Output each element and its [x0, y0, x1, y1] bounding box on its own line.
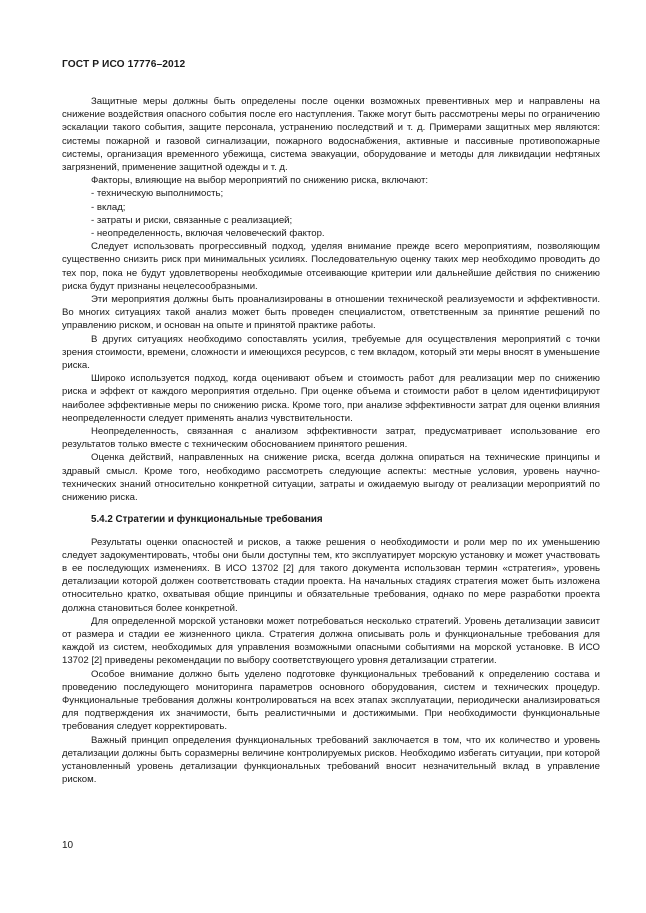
paragraph-other-situations: В других ситуациях необходимо сопоставлять усилия, требуемые для осуществления мероприятий с точки зрения стоимости, времени, сложности и имеющихся ресурсов, с тем вкладом, который эти меры вносят в уменьшение риска. — [62, 333, 600, 372]
section-heading: 5.4.2 Стратегии и функциональные требования — [91, 514, 323, 526]
page-body — [62, 95, 600, 786]
paragraph-functional-requirements: Особое внимание должно быть уделено подготовке функциональных требований к определению состава и проведению последующего мониторинга параметров основного оборудования, систем и технических процедур. Функциональные требования должны контролироваться на всех этапах эксплуатации, периодически анализироваться для подтверждения их значимости, быть реалистичными и достижимыми. При необходимости функциональные требования следует корректировать. — [62, 668, 600, 733]
paragraph-technical-feasibility: Эти мероприятия должны быть проанализированы в отношении технической реализуемости и эффективности. Во многих ситуациях такой анализ может быть проведен специалистом, ответственным за принятие решений по управлению риском, и основан на опыте и принятой практике работы. — [62, 294, 600, 332]
list-item: - затраты и риски, связанные с реализацией; — [91, 214, 293, 226]
paragraph-multiple-strategies: Для определенной морской установки может потребоваться несколько стратегий. Уровень детализации зависит от размера и стадии ее жизненного цикла. Стратегия должна описывать роль и функциональные требования для каждой из систем, необходимых для управления возможными опасными событиями на морской установке. В ИСО 13702 [2] приведены рекомендации по выбору соответствующего уровня детализации стратегии. — [62, 615, 600, 667]
list-item: - неопределенность, включая человеческий фактор. — [91, 228, 325, 240]
paragraph-protective-measures: Защитные меры должны быть определены после оценки возможных превентивных мер и направлены на снижение воздействия опасного события после его наступления. Также могут быть рассмотрены меры по ограничению эскалации такого события, защите персонала, устранению последствий и т. д. Примерами защитных мер являются: системы пожарной и газовой сигнализации, пожарного водоснабжения, активные и пассивные противопожарные системы, организация временного убежища, система эвакуации, оборудование и методы для ликвидации нефтяных загрязнений, применение защитной одежды и т. д. — [62, 96, 600, 174]
paragraph-strategy-results: Результаты оценки опасностей и рисков, а также решения о необходимости и роли мер по их уменьшению следует задокументировать, чтобы они были доступны тем, кто эксплуатирует морскую установку и может участвовать в ее последующих изменениях. В ИСО 13702 [2] для такого документа использован термин «стратегия», уровень детализации которой должен соответствовать стадии проекта. На начальных стадиях стратегия может быть изложена относительно кратко, охватывая общие принципы и обязательные требования, однако по мере разработки проекта должна становиться более конкретной. — [62, 536, 600, 614]
paragraph-key-principle: Важный принцип определения функциональных требований заключается в том, что их количество и уровень детализации должны быть соразмерны величине контролируемых рисков. Необходимо избегать ситуации, при которой установленный уровень детализации функциональных требований вносит незначительный вклад в управление риском. — [62, 734, 600, 786]
page-number: 10 — [62, 840, 74, 851]
paragraph-progressive-approach: Следует использовать прогрессивный подход, уделяя внимание прежде всего мероприятиям, позволяющим существенно снизить риск при минимальных усилиях. Последовательную оценку таких мер необходимо проводить до тех пор, пока не будут удовлетворены необходимые отсеивающие критерии или дальнейшие действия по снижению риска будут признаны нецелесообразными. — [62, 241, 600, 292]
paragraph-uncertainty: Неопределенность, связанная с анализом эффективности затрат, предусматривает использование его результатов только вместе с техническим обоснованием принятого решения. — [62, 426, 600, 451]
paragraph-evaluation: Оценка действий, направленных на снижение риска, всегда должна опираться на технические принципы и здравый смысл. Кроме того, необходимо рассмотреть следующие аспекты: местные условия, уровень научно-технических знаний относительно конкретной ситуации, затраты и ожидаемую выгоду от реализации мероприятий по снижению риска. — [62, 452, 600, 504]
paragraph-cost-approach: Широко используется подход, когда оценивают объем и стоимость работ для реализации мер по снижению риска и эффект от каждого мероприятия отдельно. При оценке объема и стоимости работ в целом идентифицируют наиболее эффективные меры по снижению риска. Кроме того, при анализе эффективности затрат для оценки влияния неопределенности следует применять анализ чувствительности. — [62, 373, 600, 424]
factors-list — [62, 187, 600, 240]
document-code-header: ГОСТ Р ИСО 17776–2012 — [62, 59, 186, 70]
list-item: - техническую выполнимость; — [91, 188, 224, 200]
list-item: - вклад; — [91, 201, 126, 213]
paragraph-factors-intro: Факторы, влияющие на выбор мероприятий по снижению риска, включают: — [91, 175, 429, 187]
